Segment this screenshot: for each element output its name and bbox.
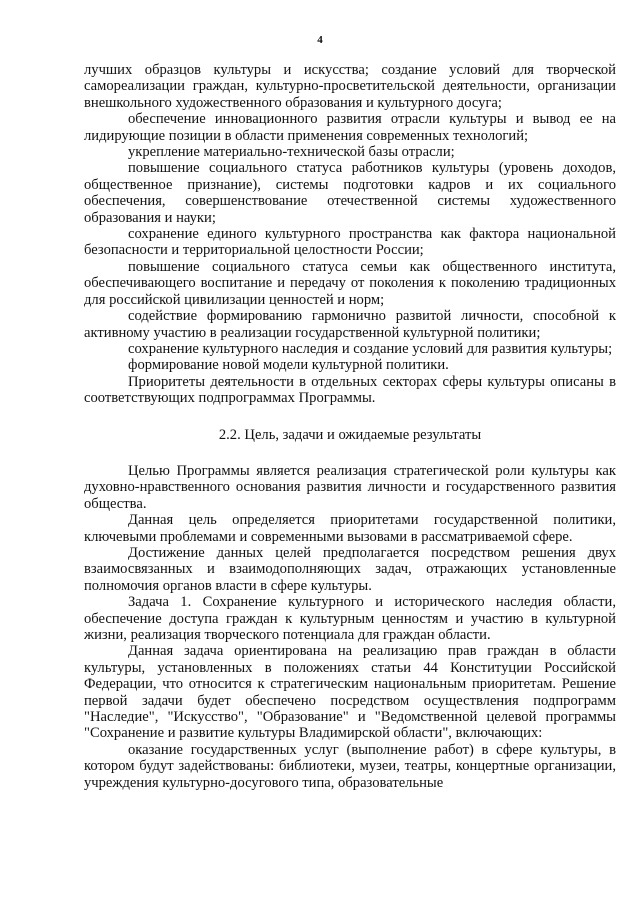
paragraph: сохранение единого культурного пространства как фактора национальной безопасности и территориальной целостности России;	[84, 226, 616, 259]
paragraph: содействие формированию гармонично развитой личности, способной к активному участию в реализации государственной культурной политики;	[84, 308, 616, 341]
paragraph: оказание государственных услуг (выполнение работ) в сфере культуры, в котором будут задействованы: библиотеки, музеи, театры, концертные организации, учреждения культурно-досугового типа, образовательные	[84, 741, 616, 791]
section-heading: 2.2. Цель, задачи и ожидаемые результаты	[218, 426, 482, 443]
paragraph: обеспечение инновационного развития отрасли культуры и вывод ее на лидирующие позиции в области применения современных технологий;	[84, 111, 616, 144]
paragraph: сохранение культурного наследия и создание условий для развития культуры;	[128, 340, 613, 357]
paragraph: Достижение данных целей предполагается посредством решения двух взаимосвязанных и взаимодополняющих задач, отражающих установленные полномочия органов власти в сфере культуры.	[84, 544, 616, 594]
paragraph: Задача 1. Сохранение культурного и исторического наследия области, обеспечение доступа граждан к культурным ценностям и участию в культурной жизни, реализация творческого потенциала для граждан области.	[84, 594, 616, 643]
paragraph: лучших образцов культуры и искусства; создание условий для творческой самореализации граждан, культурно-просветительской деятельности, организации внешкольного художественного образования и культурного досуга;	[84, 62, 616, 111]
paragraph: Целью Программы является реализация стратегической роли культуры как духовно-нравственного основания развития личности и государственного развития общества.	[84, 462, 616, 512]
paragraph: повышение социального статуса семьи как общественного института, обеспечивающего воспитание и передачу от поколения к поколению традиционных для российской цивилизации ценностей и норм;	[84, 258, 616, 308]
document-body	[84, 62, 616, 791]
paragraph: укрепление материально-технической базы отрасли;	[128, 144, 455, 161]
page-number: 4	[317, 34, 323, 46]
paragraph: формирование новой модели культурной политики.	[128, 357, 449, 374]
paragraph: Приоритеты деятельности в отдельных секторах сферы культуры описаны в соответствующих подпрограммах Программы.	[84, 373, 616, 407]
paragraph: Данная цель определяется приоритетами государственной политики, ключевыми проблемами и современными вызовами в рассматриваемой сфере.	[84, 512, 616, 545]
paragraph: повышение социального статуса работников культуры (уровень доходов, общественное признание), системы подготовки кадров и их социального обеспечения, совершенствование отечественной системы художественного образования и науки;	[84, 160, 616, 226]
paragraph: Данная задача ориентирована на реализацию прав граждан в области культуры, установленных в положениях статьи 44 Конституции Российской Федерации, что относится к стратегическим национальным приоритетам. Решение первой задачи будет обеспечено посредством осуществления подпрограмм "Наследие", "Искусство", "Образование" и "Ведомственной целевой программы "Сохранение и развитие культуры Владимирской области", включающих:	[84, 643, 616, 742]
